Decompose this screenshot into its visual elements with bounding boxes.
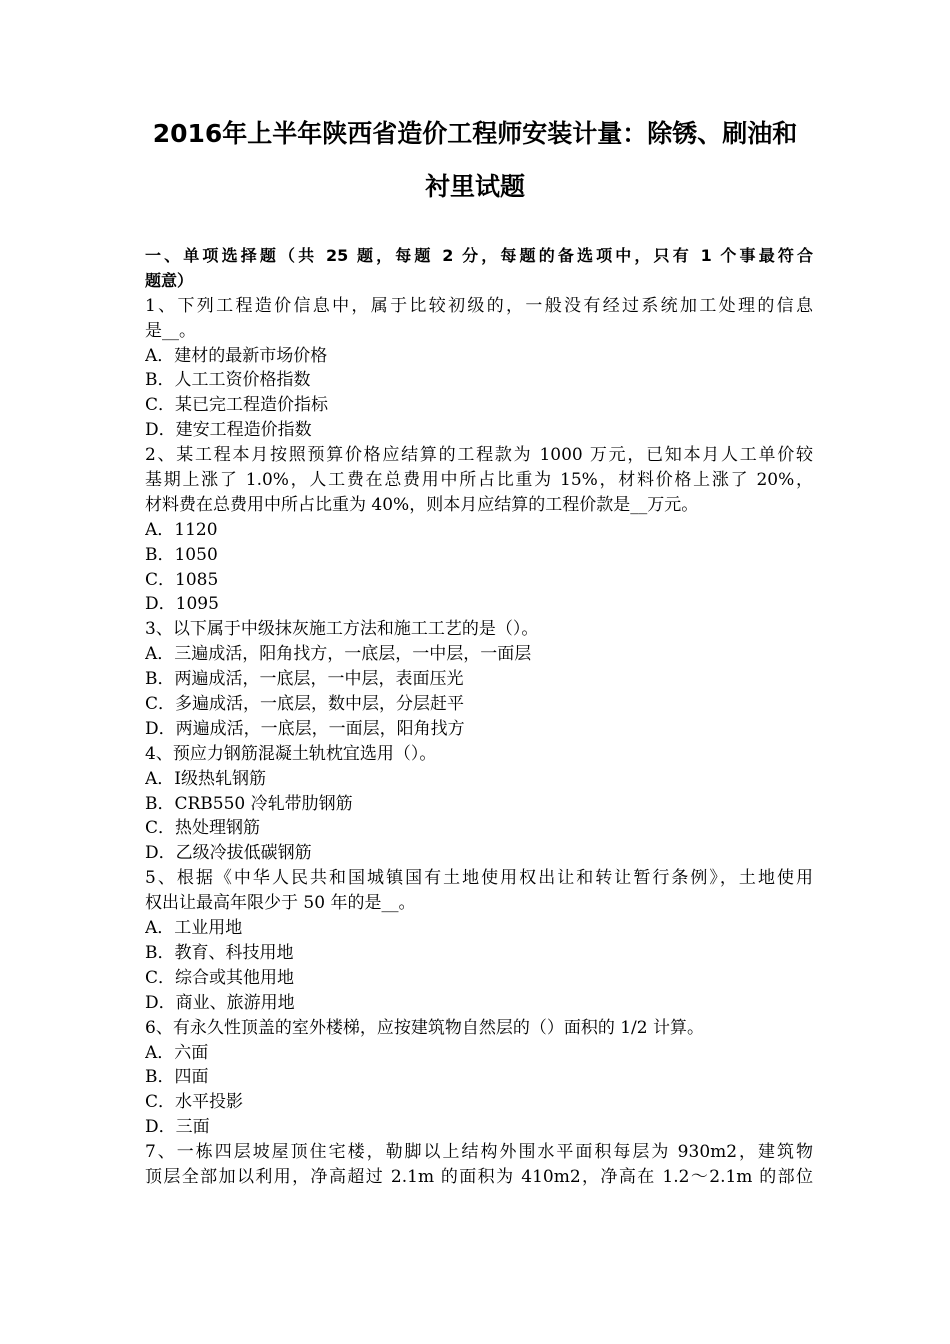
question-1-stem: 1、下列工程造价信息中，属于比较初级的，一般没有经过系统加工处理的信息: [145, 295, 813, 316]
question-5-option-b: B．教育、科技用地: [145, 942, 294, 963]
question-5-option-d: D．商业、旅游用地: [145, 992, 295, 1013]
question-4-option-d: D．乙级冷拔低碳钢筋: [145, 843, 312, 864]
question-7-stem: 7、一栋四层坡屋顶住宅楼，勒脚以上结构外围水平面积每层为 930m2，建筑物: [145, 1142, 813, 1163]
question-1-option-a: A．建材的最新市场价格: [145, 345, 328, 366]
question-2-option-d: D．1095: [145, 594, 219, 615]
question-4-option-c: C．热处理钢筋: [145, 818, 261, 839]
question-2-stem: 2、某工程本月按照预算价格应结算的工程款为 1000 万元，已知本月人工单价较: [145, 445, 813, 466]
section-heading-line-2: 题意）: [145, 270, 194, 290]
question-6-option-b: B．四面: [145, 1067, 209, 1088]
question-5-option-a: A．工业用地: [145, 918, 243, 939]
document-title-line-2: 衬里试题: [424, 172, 525, 201]
question-2-option-b: B．1050: [145, 544, 218, 565]
question-6-option-d: D．三面: [145, 1117, 210, 1138]
question-3-option-a: A．三遍成活，阳角找方，一底层，一中层，一面层: [145, 644, 532, 665]
question-7-stem-cont: 顶层全部加以利用，净高超过 2.1m 的面积为 410m2，净高在 1.2～2.1m 的部位: [145, 1166, 813, 1187]
question-5-stem: 5、根据《中华人民共和国城镇国有土地使用权出让和转让暂行条例》，土地使用: [145, 868, 813, 889]
question-4-option-a: A．Ⅰ级热轧钢筋: [145, 768, 266, 789]
question-5-stem-cont: 权出让最高年限少于 50 年的是__。: [145, 893, 416, 914]
question-3-option-d: D．两遍成活，一底层，一面层，阳角找方: [145, 718, 465, 739]
document-body: [145, 244, 813, 1190]
question-2-option-c: C．1085: [145, 569, 219, 590]
question-1-stem-cont: 是__。: [145, 320, 196, 341]
question-1-option-d: D．建安工程造价指数: [145, 420, 312, 441]
question-6-option-c: C．水平投影: [145, 1092, 244, 1113]
question-1-option-b: B．人工工资价格指数: [145, 370, 311, 391]
question-3-option-b: B．两遍成活，一底层，一中层，表面压光: [145, 669, 464, 690]
question-5-option-c: C．综合或其他用地: [145, 967, 295, 988]
question-4-option-b: B．CRB550 冷轧带肋钢筋: [145, 793, 353, 814]
question-3-stem: 3、以下属于中级抹灰施工方法和施工工艺的是（）。: [145, 619, 539, 640]
question-4-stem: 4、预应力钢筋混凝土轨枕宜选用（）。: [145, 743, 437, 764]
question-3-option-c: C．多遍成活，一底层，数中层，分层赶平: [145, 694, 465, 715]
document-title-line-1: 2016年上半年陕西省造价工程师安装计量：除锈、刷油和: [152, 119, 798, 148]
question-2-option-a: A．1120: [145, 519, 218, 540]
question-6-option-a: A．六面: [145, 1042, 209, 1063]
section-heading-line-1: 一、单项选择题（共 25 题，每题 2 分，每题的备选项中，只有 1 个事最符合: [145, 246, 813, 265]
question-6-stem: 6、有永久性顶盖的室外楼梯，应按建筑物自然层的（）面积的 1/2 计算。: [145, 1017, 704, 1038]
question-1-option-c: C．某已完工程造价指标: [145, 395, 329, 416]
question-2-stem-cont: 基期上涨了 1.0%，人工费在总费用中所占比重为 15%，材料价格上涨了 20%，: [145, 470, 813, 491]
question-2-stem-cont-2: 材料费在总费用中所占比重为 40%，则本月应结算的工程价款是__万元。: [145, 494, 699, 515]
